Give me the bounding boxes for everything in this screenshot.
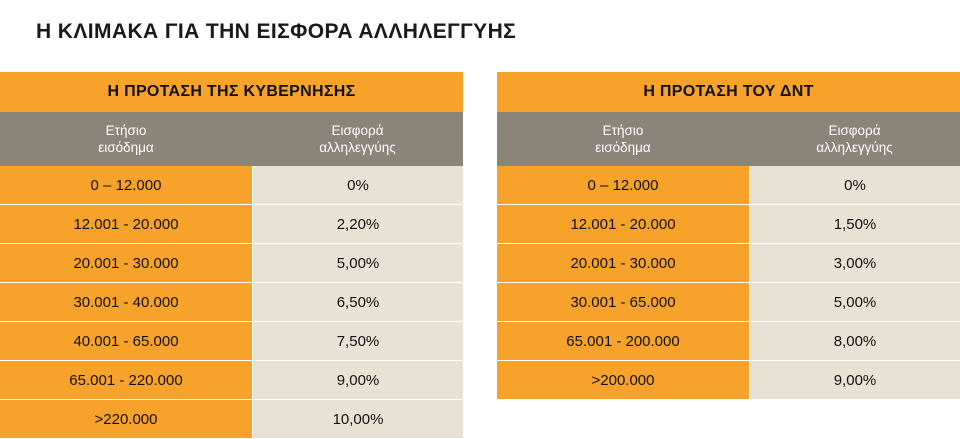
cell-income: >200.000 (497, 361, 750, 399)
table-subheader (497, 112, 960, 166)
cell-rate: 10,00% (253, 400, 463, 438)
table-row (497, 322, 960, 361)
page-title: Η ΚΛΙΜΑΚΑ ΓΙΑ ΤΗΝ ΕΙΣΦΟΡΑ ΑΛΛΗΛΕΓΓΥΗΣ (36, 20, 517, 43)
table-title: Η ΠΡΟΤΑΣΗ ΤΟΥ ΔΝΤ (497, 72, 960, 112)
cell-income: 40.001 - 65.000 (0, 322, 253, 360)
cell-rate: 6,50% (253, 283, 463, 321)
table-row (497, 166, 960, 205)
cell-income: 20.001 - 30.000 (0, 244, 253, 282)
cell-income: 65.001 - 220.000 (0, 361, 253, 399)
table-imf-proposal (497, 72, 960, 439)
table-row (497, 244, 960, 283)
cell-income: 12.001 - 20.000 (0, 205, 253, 243)
cell-rate: 9,00% (750, 361, 960, 399)
column-header-income (0, 112, 252, 166)
column-header-rate (749, 112, 960, 166)
cell-rate: 3,00% (750, 244, 960, 282)
cell-income: 12.001 - 20.000 (497, 205, 750, 243)
table-subheader (0, 112, 463, 166)
table-body (497, 166, 960, 400)
cell-rate: 1,50% (750, 205, 960, 243)
table-body (0, 166, 463, 439)
cell-rate: 2,20% (253, 205, 463, 243)
column-header-income (497, 112, 749, 166)
cell-income: 0 – 12.000 (0, 166, 253, 204)
table-row (497, 361, 960, 400)
table-row (0, 322, 463, 361)
cell-income: >220.000 (0, 400, 253, 438)
table-title: Η ΠΡΟΤΑΣΗ ΤΗΣ ΚΥΒΕΡΝΗΣΗΣ (0, 72, 463, 112)
cell-rate: 9,00% (253, 361, 463, 399)
column-header-income-line1: Ετήσιο (602, 123, 644, 138)
table-row (497, 205, 960, 244)
cell-income: 20.001 - 30.000 (497, 244, 750, 282)
table-government-proposal (0, 72, 463, 439)
cell-income: 30.001 - 65.000 (497, 283, 750, 321)
table-row (0, 244, 463, 283)
column-header-rate-line2: αλληλεγγύης (816, 140, 893, 155)
cell-income: 30.001 - 40.000 (0, 283, 253, 321)
table-row (0, 361, 463, 400)
cell-rate: 7,50% (253, 322, 463, 360)
table-row (0, 205, 463, 244)
cell-rate: 5,00% (253, 244, 463, 282)
tables-container (0, 72, 960, 439)
column-header-rate-line2: αλληλεγγύης (319, 140, 396, 155)
table-row (0, 166, 463, 205)
column-header-rate-line1: Εισφορά (331, 123, 384, 138)
cell-rate: 0% (750, 166, 960, 204)
column-header-income-line2: εισόδημα (98, 140, 154, 155)
cell-rate: 0% (253, 166, 463, 204)
column-header-rate (252, 112, 463, 166)
column-header-rate-line1: Εισφορά (828, 123, 881, 138)
column-header-income-line1: Ετήσιο (105, 123, 147, 138)
cell-rate: 5,00% (750, 283, 960, 321)
column-header-income-line2: εισόδημα (595, 140, 651, 155)
table-row (497, 283, 960, 322)
cell-rate: 8,00% (750, 322, 960, 360)
cell-income: 65.001 - 200.000 (497, 322, 750, 360)
table-row (0, 283, 463, 322)
cell-income: 0 – 12.000 (497, 166, 750, 204)
